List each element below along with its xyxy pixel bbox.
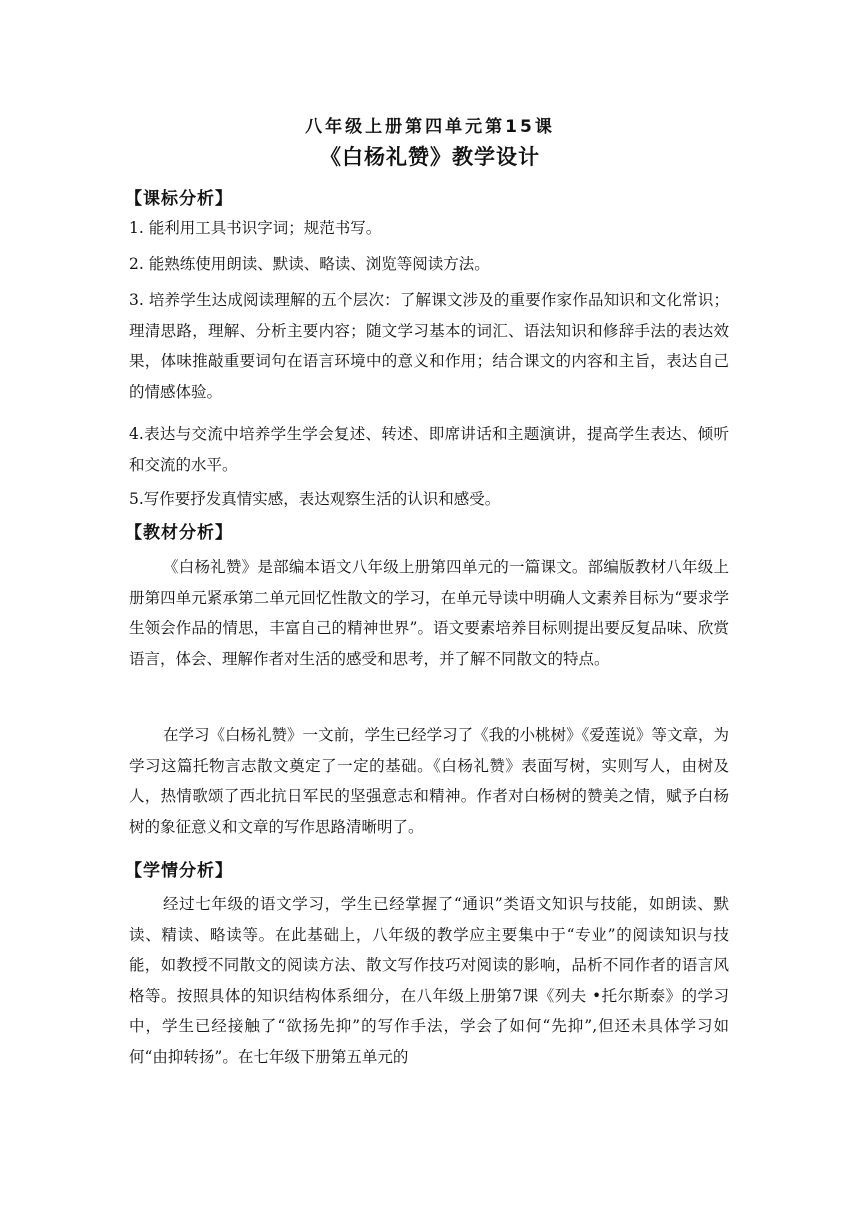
section-heading-learner: 【学情分析】 <box>125 861 233 881</box>
list-item: 2. 能熟练使用朗读、默读、略读、浏览等阅读方法。 <box>129 255 490 273</box>
list-item: 4.表达与交流中培养学生学会复述、转述、即席讲话和主题演讲，提高学生表达、倾听和交流的水平。 <box>129 425 729 474</box>
unit-title: 八年级上册第四单元第15课 <box>305 117 555 137</box>
paragraph: 《白杨礼赞》是部编本语文八年级上册第四单元的一篇课文。部编版教材八年级上册第四单元紧承第二单元回忆性散文的学习，在单元导读中明确人文素养目标为“要求学生领会作品的情思，丰富自己的精神世界”。语文要素培养目标则提出要反复品味、欣赏语言，体会、理解作者对生活的感受和思考，并了解不同散文的特点。 <box>129 558 729 668</box>
list-item: 5.写作要抒发真情实感，表达观察生活的认识和感受。 <box>129 490 501 508</box>
paragraph: 经过七年级的语文学习，学生已经掌握了“通识”类语文知识与技能，如朗读、默读、精读、略读等。在此基础上，八年级的教学应主要集中于“专业”的阅读知识与技能，如教授不同散文的阅读方法、散文写作技巧对阅读的影响，品析不同作者的语言风格等。按照具体的知识结构体系细分，在八年级上册第7课《列夫 •托尔斯泰》的学习中，学生已经接触了“欲扬先抑”的写作手法，学会了如何“先抑”,但还未具体学习如何“由抑转扬”。在七年级下册第五单元的 <box>129 895 729 1066</box>
list-item: 3. 培养学生达成阅读理解的五个层次：了解课文涉及的重要作家作品知识和文化常识；理清思路，理解、分析主要内容；随文学习基本的词汇、语法知识和修辞手法的表达效果，体味推敲重要词句在语言环境中的意义和作用；结合课文的内容和主旨，表达自己的情感体验。 <box>129 291 729 401</box>
section-heading-curriculum: 【课标分析】 <box>125 189 233 209</box>
section-heading-textbook: 【教材分析】 <box>125 523 233 543</box>
list-item: 1. 能利用工具书识字词；规范书写。 <box>129 219 382 237</box>
paragraph: 在学习《白杨礼赞》一文前，学生已经学习了《我的小桃树》《爱莲说》等文章，为学习这篇托物言志散文奠定了一定的基础。《白杨礼赞》表面写树，实则写人，由树及人，热情歌颂了西北抗日军民的坚强意志和精神。作者对白杨树的赞美之情，赋予白杨树的象征意义和文章的写作思路清晰明了。 <box>129 726 729 836</box>
lesson-title: 《白杨礼赞》教学设计 <box>320 145 540 169</box>
